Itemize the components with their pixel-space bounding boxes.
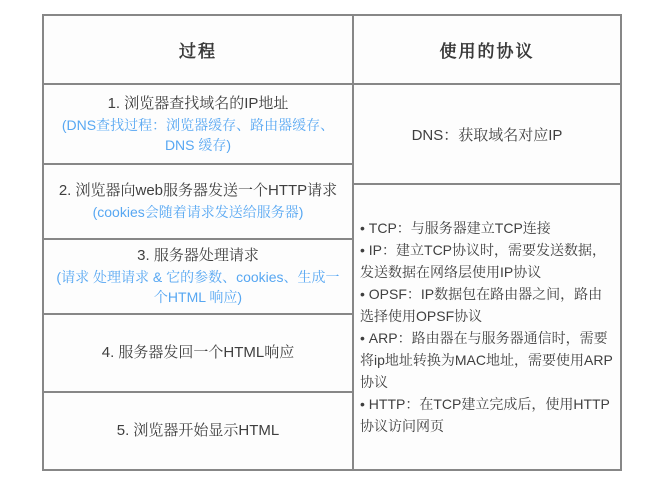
protocol-column-header [354, 16, 620, 85]
process-row-1 [44, 85, 352, 165]
process-step-2: 2. 浏览器向web服务器发送一个HTTP请求 [58, 182, 338, 200]
protocol-bullet-ip: • IP：建立TCP协议时，需要发送数据，发送数据在网络层使用IP协议 [360, 239, 616, 283]
process-note-3: (请求 处理请求 & 它的参数、cookies、生成一个HTML 响应) [56, 269, 340, 306]
protocol-dns-cell [354, 85, 620, 185]
process-step-3: 3. 服务器处理请求 [137, 247, 259, 265]
process-protocol-table [42, 14, 622, 471]
process-note-1: (DNS查找过程：浏览器缓存、路由器缓存、DNS 缓存) [61, 116, 335, 153]
protocol-bullet-arp: • ARP：路由器在与服务器通信时，需要将ip地址转换为MAC地址，需要使用ARP协议 [360, 327, 616, 393]
protocol-dns-text: DNS：获取域名对应IP [411, 126, 563, 144]
process-column-header [44, 16, 352, 85]
process-step-4: 4. 服务器发回一个HTML响应 [101, 344, 295, 362]
process-header-label: 过程 [179, 42, 217, 61]
process-column [44, 16, 354, 469]
process-row-3 [44, 240, 352, 315]
process-note-2: (cookies会随着请求发送给服务器) [92, 204, 304, 221]
process-step-5: 5. 浏览器开始显示HTML [116, 422, 280, 440]
protocol-bullet-opsf: • OPSF：IP数据包在路由器之间，路由选择使用OPSF协议 [360, 283, 616, 327]
process-row-2 [44, 165, 352, 240]
protocol-bullet-http: • HTTP：在TCP建立完成后，使用HTTP协议访问网页 [360, 393, 616, 437]
process-row-5 [44, 393, 352, 469]
protocol-column [354, 16, 620, 469]
protocol-bullets-cell [354, 185, 620, 469]
process-step-1: 1. 浏览器查找域名的IP地址 [107, 94, 289, 112]
process-row-4 [44, 315, 352, 393]
protocol-header-label: 使用的协议 [439, 42, 535, 61]
protocol-bullet-tcp: • TCP：与服务器建立TCP连接 [360, 217, 551, 239]
